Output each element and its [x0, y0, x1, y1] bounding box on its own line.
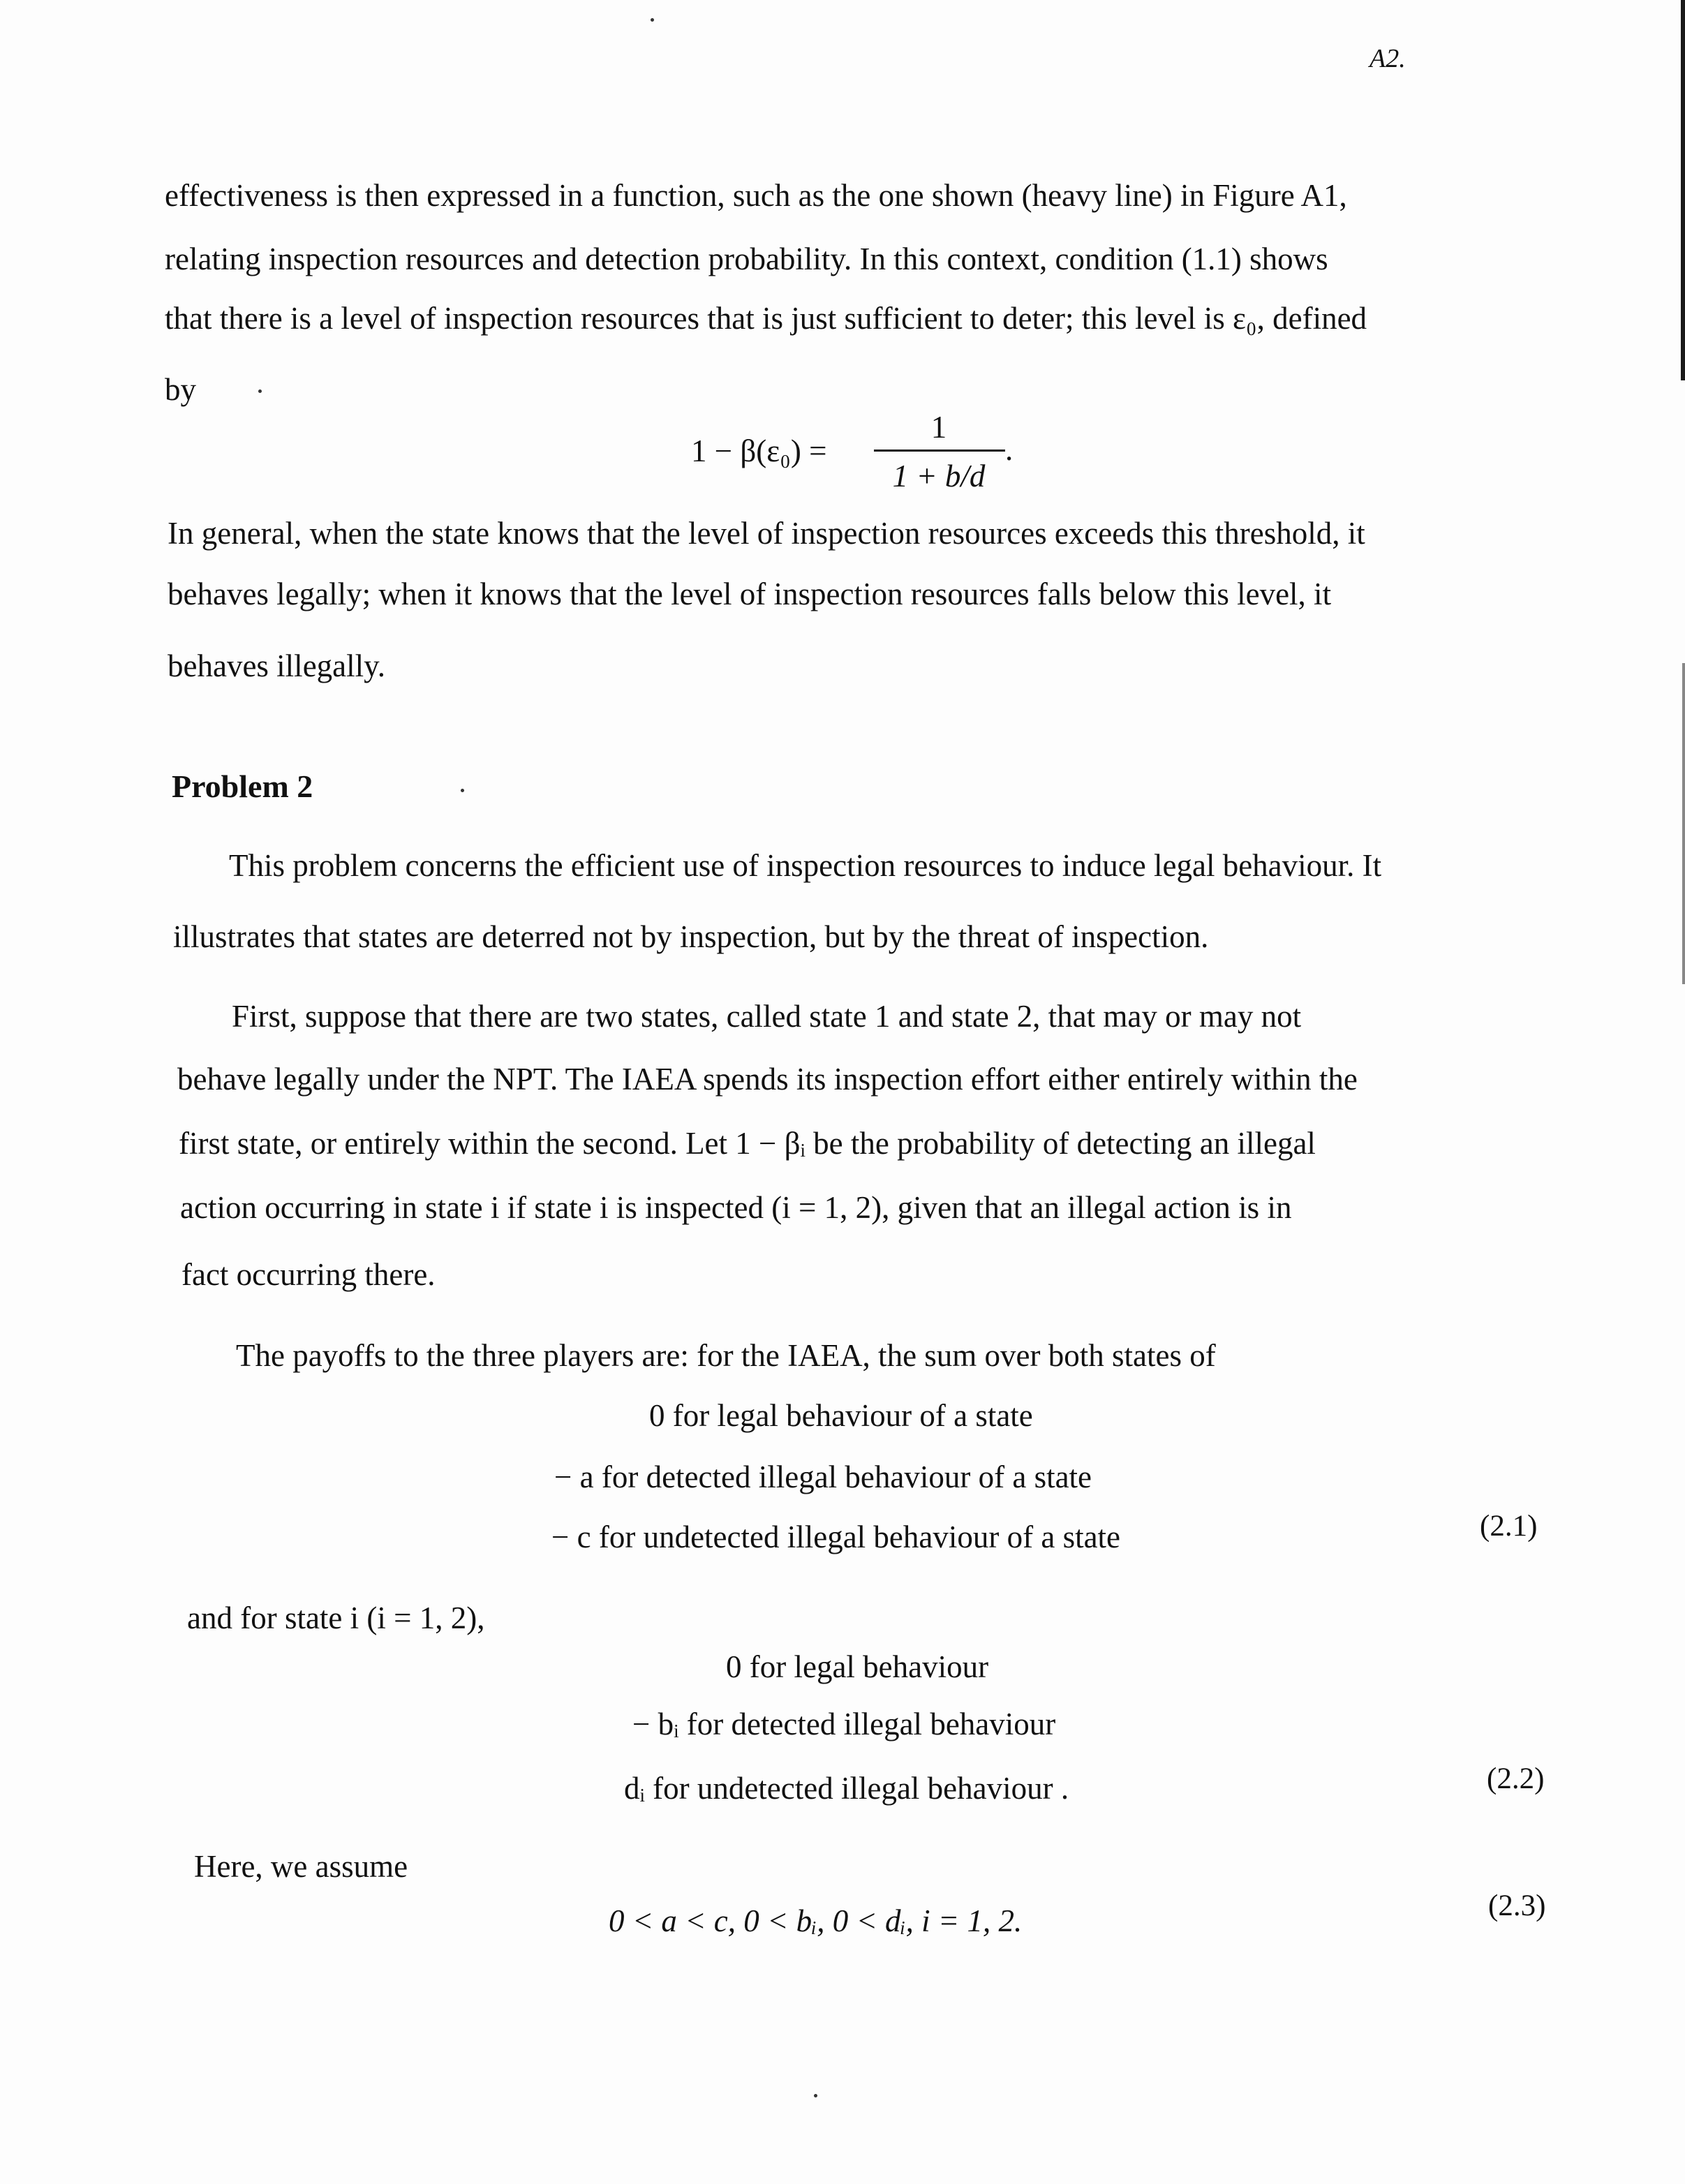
scan-speck — [651, 18, 654, 22]
equation-number: (2.3) — [1488, 1889, 1546, 1922]
section-heading: Problem 2 — [172, 768, 313, 804]
scan-edge-mark — [1681, 0, 1685, 380]
text-line: The payoffs to the three players are: for the IAEA, the sum over both states of — [236, 1338, 1216, 1373]
scan-speck — [461, 789, 464, 792]
equation-lhs: 1 − β(ε₀) = — [691, 433, 827, 468]
text-line: that there is a level of inspection resources that is just sufficient to deter; this level is ε₀, defined — [165, 301, 1367, 336]
scan-speck — [814, 2094, 817, 2097]
text-line: and for state i (i = 1, 2), — [187, 1600, 485, 1635]
text-line: First, suppose that there are two states, called state 1 and state 2, that may or may not — [232, 999, 1302, 1034]
text-line: Here, we assume — [194, 1849, 408, 1884]
text-line: first state, or entirely within the second. Let 1 − βᵢ be the probability of detecting an illegal — [179, 1126, 1316, 1161]
text-line: behaves illegally. — [168, 648, 385, 683]
text-line: behave legally under the NPT. The IAEA spends its inspection effort either entirely within the — [177, 1062, 1358, 1097]
equation-denominator: 1 + b/d — [892, 459, 986, 493]
text-line: relating inspection resources and detection probability. In this context, condition (1.1) shows — [165, 242, 1328, 276]
equation-number: (2.2) — [1487, 1762, 1545, 1795]
text-line: action occurring in state i if state i is inspected (i = 1, 2), given that an illegal action is in — [180, 1190, 1292, 1225]
equation-numerator: 1 — [930, 410, 947, 445]
equation-number: (2.1) — [1480, 1510, 1538, 1543]
payoff-line: 0 for legal behaviour of a state — [649, 1398, 1033, 1433]
payoff-line: − bᵢ for detected illegal behaviour — [632, 1707, 1056, 1741]
text-line: effectiveness is then expressed in a function, such as the one shown (heavy line) in Figure A1, — [165, 178, 1347, 213]
scan-edge-mark — [1682, 663, 1685, 984]
text-line: This problem concerns the efficient use of inspection resources to induce legal behaviour. It — [229, 848, 1382, 883]
page-number: A2. — [1369, 44, 1406, 73]
text-line: illustrates that states are deterred not by inspection, but by the threat of inspection. — [173, 919, 1209, 954]
payoff-line: − a for detected illegal behaviour of a state — [554, 1459, 1092, 1494]
payoff-line: 0 for legal behaviour — [726, 1649, 989, 1684]
text-line: fact occurring there. — [181, 1257, 436, 1292]
payoff-line: dᵢ for undetected illegal behaviour . — [624, 1771, 1069, 1806]
assumption-equation: 0 < a < c, 0 < bᵢ, 0 < dᵢ, i = 1, 2. — [609, 1903, 1023, 1938]
payoff-line: − c for undetected illegal behaviour of a state — [551, 1520, 1121, 1554]
text-line: behaves legally; when it knows that the level of inspection resources falls below this level, it — [168, 577, 1332, 611]
text-line: by — [165, 372, 196, 407]
text-line: In general, when the state knows that the level of inspection resources exceeds this threshold, it — [168, 516, 1365, 551]
scan-speck — [258, 389, 262, 393]
fraction-bar — [874, 450, 1005, 452]
equation-trail: . — [1005, 432, 1014, 467]
